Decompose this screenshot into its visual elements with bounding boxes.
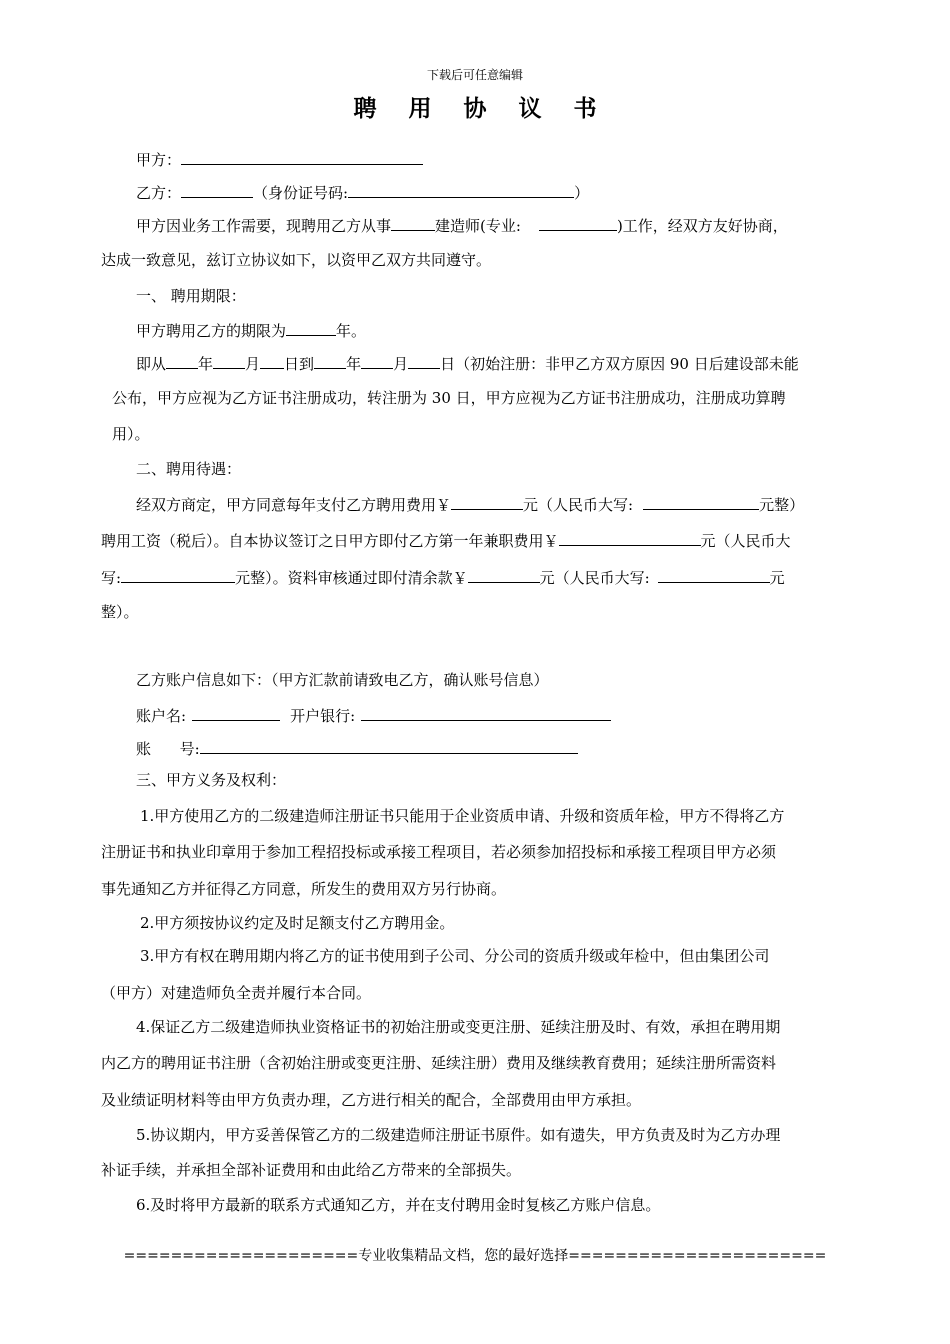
first-year-fee-blank: [559, 529, 701, 546]
item5-line-1: 5.协议期内，甲方妥善保管乙方的二级建造师注册证书原件。如有遗失，甲方负责及时为乙方办理: [136, 1126, 781, 1144]
term-text-b: 年。: [336, 322, 367, 340]
account-name-line: [136, 704, 611, 726]
fee-line-3: [101, 566, 785, 588]
end-year-blank: [314, 352, 346, 369]
fee-line-4: 整）。: [101, 603, 139, 621]
item5-line-2: 补证手续，并承担全部补证费用和由此给乙方带来的全部损失。: [101, 1161, 522, 1179]
account-name-blank: [192, 704, 280, 721]
fee3-text-a: 写:: [101, 569, 122, 587]
item4-line-1: 4.保证乙方二级建造师执业资格证书的初始注册或变更注册、延续注册及时、有效，承担在聘用期: [136, 1018, 781, 1036]
section2-heading: 二、聘用待遇：: [136, 460, 242, 478]
period-line: [136, 352, 799, 374]
annual-fee-words-blank: [643, 493, 759, 510]
account-number-label: 账 号:: [136, 740, 200, 758]
document-title: 聘 用 协 议 书: [353, 95, 609, 122]
intro-text-c: )工作，经双方友好协商，: [616, 217, 788, 235]
account-number-blank: [200, 737, 578, 754]
party-b-blank: [181, 181, 253, 198]
first-year-words-blank: [121, 566, 235, 583]
fee-text-b: 元（人民币大写:: [523, 496, 634, 514]
party-b-id-label: （身份证号码:: [253, 184, 349, 202]
period-note: 日（初始注册：非甲乙方双方原因 90 日后建设部未能: [440, 355, 799, 373]
item1-line-1: 1.甲方使用乙方的二级建造师注册证书只能用于企业资质申请、升级和资质年检，甲方不得将乙方: [140, 807, 785, 825]
account-number-line: [136, 737, 578, 759]
item3-line-1: 3.甲方有权在聘用期内将乙方的证书使用到子公司、分公司的资质升级或年检中，但由集团公司: [140, 947, 770, 965]
party-b-id-close: ）: [574, 184, 590, 202]
specialty-blank: [539, 214, 617, 231]
item6-line-1: 6.及时将甲方最新的联系方式通知乙方，并在支付聘用金时复核乙方账户信息。: [136, 1196, 661, 1214]
term-line: [136, 319, 366, 341]
intro-text-a: 甲方因业务工作需要，现聘用乙方从事: [136, 217, 392, 235]
party-b-line: [136, 181, 589, 203]
period-year2: 年: [346, 355, 362, 373]
start-month-blank: [213, 352, 245, 369]
item4-line-2: 内乙方的聘用证书注册（含初始注册或变更注册、延续注册）费用及继续教育费用；延续注册所需资料: [101, 1054, 777, 1072]
fee-text-c: 元整）: [759, 496, 805, 514]
item2-line-1: 2.甲方须按协议约定及时足额支付乙方聘用金。: [140, 914, 455, 932]
end-day-blank: [408, 352, 440, 369]
start-year-blank: [166, 352, 198, 369]
period-year1: 年: [198, 355, 214, 373]
footer-banner: ====================专业收集精品文档，您的最好选择======================: [123, 1248, 827, 1264]
period-month2: 月: [393, 355, 409, 373]
bank-blank: [361, 704, 611, 721]
section3-heading: 三、甲方义务及权利：: [136, 771, 287, 789]
period-line-2: 公布，甲方应视为乙方证书注册成功，转注册为 30 日，甲方应视为乙方证书注册成功，注册成功算聘: [112, 389, 786, 407]
party-b-id-blank: [348, 181, 574, 198]
fee2-text-b: 元（人民币大: [700, 532, 791, 550]
party-a-label: 甲方：: [136, 151, 182, 169]
header-note: 下载后可任意编辑: [426, 68, 523, 82]
item4-line-3: 及业绩证明材料等由甲方负责办理，乙方进行相关的配合，全部费用由甲方承担。: [101, 1091, 642, 1109]
period-from: 即从: [136, 355, 167, 373]
intro-line-2: 达成一致意见，兹订立协议如下，以资甲乙双方共同遵守。: [101, 251, 492, 269]
balance-blank: [468, 566, 540, 583]
fee3-text-d: 元: [769, 569, 785, 587]
item1-line-3: 事先通知乙方并征得乙方同意，所发生的费用双方另行协商。: [101, 880, 507, 898]
intro-text-b: 建造师(专业:: [435, 217, 521, 235]
term-years-blank: [286, 319, 336, 336]
period-month1: 月: [245, 355, 261, 373]
fee-line-1: [136, 493, 804, 515]
fee2-text-a: 聘用工资（税后）。自本协议签订之日甲方即付乙方第一年兼职费用￥: [101, 532, 559, 550]
annual-fee-blank: [451, 493, 523, 510]
balance-words-blank: [658, 566, 770, 583]
period-line-3: 用）。: [112, 425, 150, 443]
role-blank: [391, 214, 435, 231]
party-a-line: [136, 148, 423, 170]
party-b-label: 乙方：: [136, 184, 182, 202]
account-intro: 乙方账户信息如下：（甲方汇款前请致电乙方，确认账号信息）: [136, 671, 549, 689]
party-a-blank: [181, 148, 423, 165]
item1-line-2: 注册证书和执业印章用于参加工程招投标或承接工程项目，若必须参加招投标和承接工程项目甲方必须: [101, 843, 777, 861]
item3-line-2: （甲方）对建造师负全责并履行本合同。: [101, 984, 372, 1002]
bank-label: 开户银行:: [290, 707, 356, 725]
end-month-blank: [361, 352, 393, 369]
start-day-blank: [260, 352, 284, 369]
section1-heading: 一、 聘用期限：: [136, 287, 246, 305]
term-text-a: 甲方聘用乙方的期限为: [136, 322, 287, 340]
account-name-label: 账户名:: [136, 707, 187, 725]
fee3-text-b: 元整）。资料审核通过即付清余款￥: [235, 569, 468, 587]
intro-line-1: [136, 214, 788, 236]
fee3-text-c: 元（人民币大写:: [539, 569, 650, 587]
period-day-to: 日到: [284, 355, 315, 373]
fee-text-a: 经双方商定，甲方同意每年支付乙方聘用费用￥: [136, 496, 452, 514]
fee-line-2: [101, 529, 791, 551]
